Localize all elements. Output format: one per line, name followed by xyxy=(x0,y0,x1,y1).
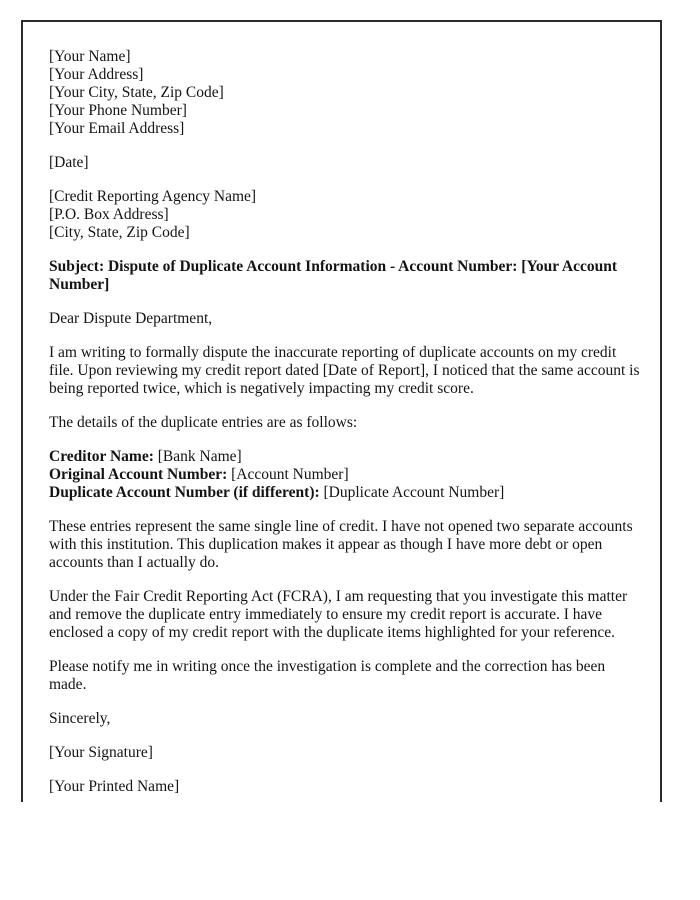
intro-paragraph: I am writing to formally dispute the inaccurate reporting of duplicate accounts on my credit file. Upon reviewing my credit report dated [Date of Report], I noticed that the same account is being reported twice, which is negatively impacting my credit score. xyxy=(49,344,640,397)
detail-value: [Account Number] xyxy=(231,466,349,483)
recipient-agency-line: [Credit Reporting Agency Name] xyxy=(49,188,257,205)
letter-document xyxy=(21,20,662,802)
sender-city-state-zip-line: [Your City, State, Zip Code] xyxy=(49,84,224,101)
body-paragraph-fcra-request: Under the Fair Credit Reporting Act (FCRA), I am requesting that you investigate this matter and remove the duplicate entry immediately to ensure my credit report is accurate. I have enclosed a copy of my credit report with the duplicate items highlighted for your reference. xyxy=(49,588,628,641)
closing: Sincerely, xyxy=(49,710,111,727)
date-line: [Date] xyxy=(49,154,89,171)
recipient-address-block xyxy=(49,188,642,242)
duplicate-details-block xyxy=(49,448,642,502)
detail-row-duplicate-account xyxy=(49,484,642,502)
detail-value: [Duplicate Account Number] xyxy=(323,484,505,501)
recipient-city-state-zip-line: [City, State, Zip Code] xyxy=(49,224,190,241)
sender-email-line: [Your Email Address] xyxy=(49,120,185,137)
body-paragraph-notify-request: Please notify me in writing once the investigation is complete and the correction has been made. xyxy=(49,658,606,693)
detail-row-creditor-name xyxy=(49,448,642,466)
detail-label: Duplicate Account Number (if different): xyxy=(49,484,320,501)
details-intro: The details of the duplicate entries are as follows: xyxy=(49,414,358,431)
detail-label: Original Account Number: xyxy=(49,466,228,483)
detail-row-original-account xyxy=(49,466,642,484)
detail-label: Creditor Name: xyxy=(49,448,154,465)
printed-name-placeholder: [Your Printed Name] xyxy=(49,778,180,795)
body-paragraph-same-credit-line: These entries represent the same single line of credit. I have not opened two separate accounts with this institution. This duplication makes it appear as though I have more debt or open accounts than I actually do. xyxy=(49,518,633,571)
signature-placeholder: [Your Signature] xyxy=(49,744,153,761)
sender-address-line: [Your Address] xyxy=(49,66,144,83)
subject-line: Subject: Dispute of Duplicate Account Information - Account Number: [Your Account Number] xyxy=(49,258,618,293)
sender-name-line: [Your Name] xyxy=(49,48,131,65)
salutation: Dear Dispute Department, xyxy=(49,310,213,327)
recipient-pobox-line: [P.O. Box Address] xyxy=(49,206,169,223)
sender-phone-line: [Your Phone Number] xyxy=(49,102,187,119)
detail-value: [Bank Name] xyxy=(157,448,242,465)
sender-address-block xyxy=(49,48,642,138)
